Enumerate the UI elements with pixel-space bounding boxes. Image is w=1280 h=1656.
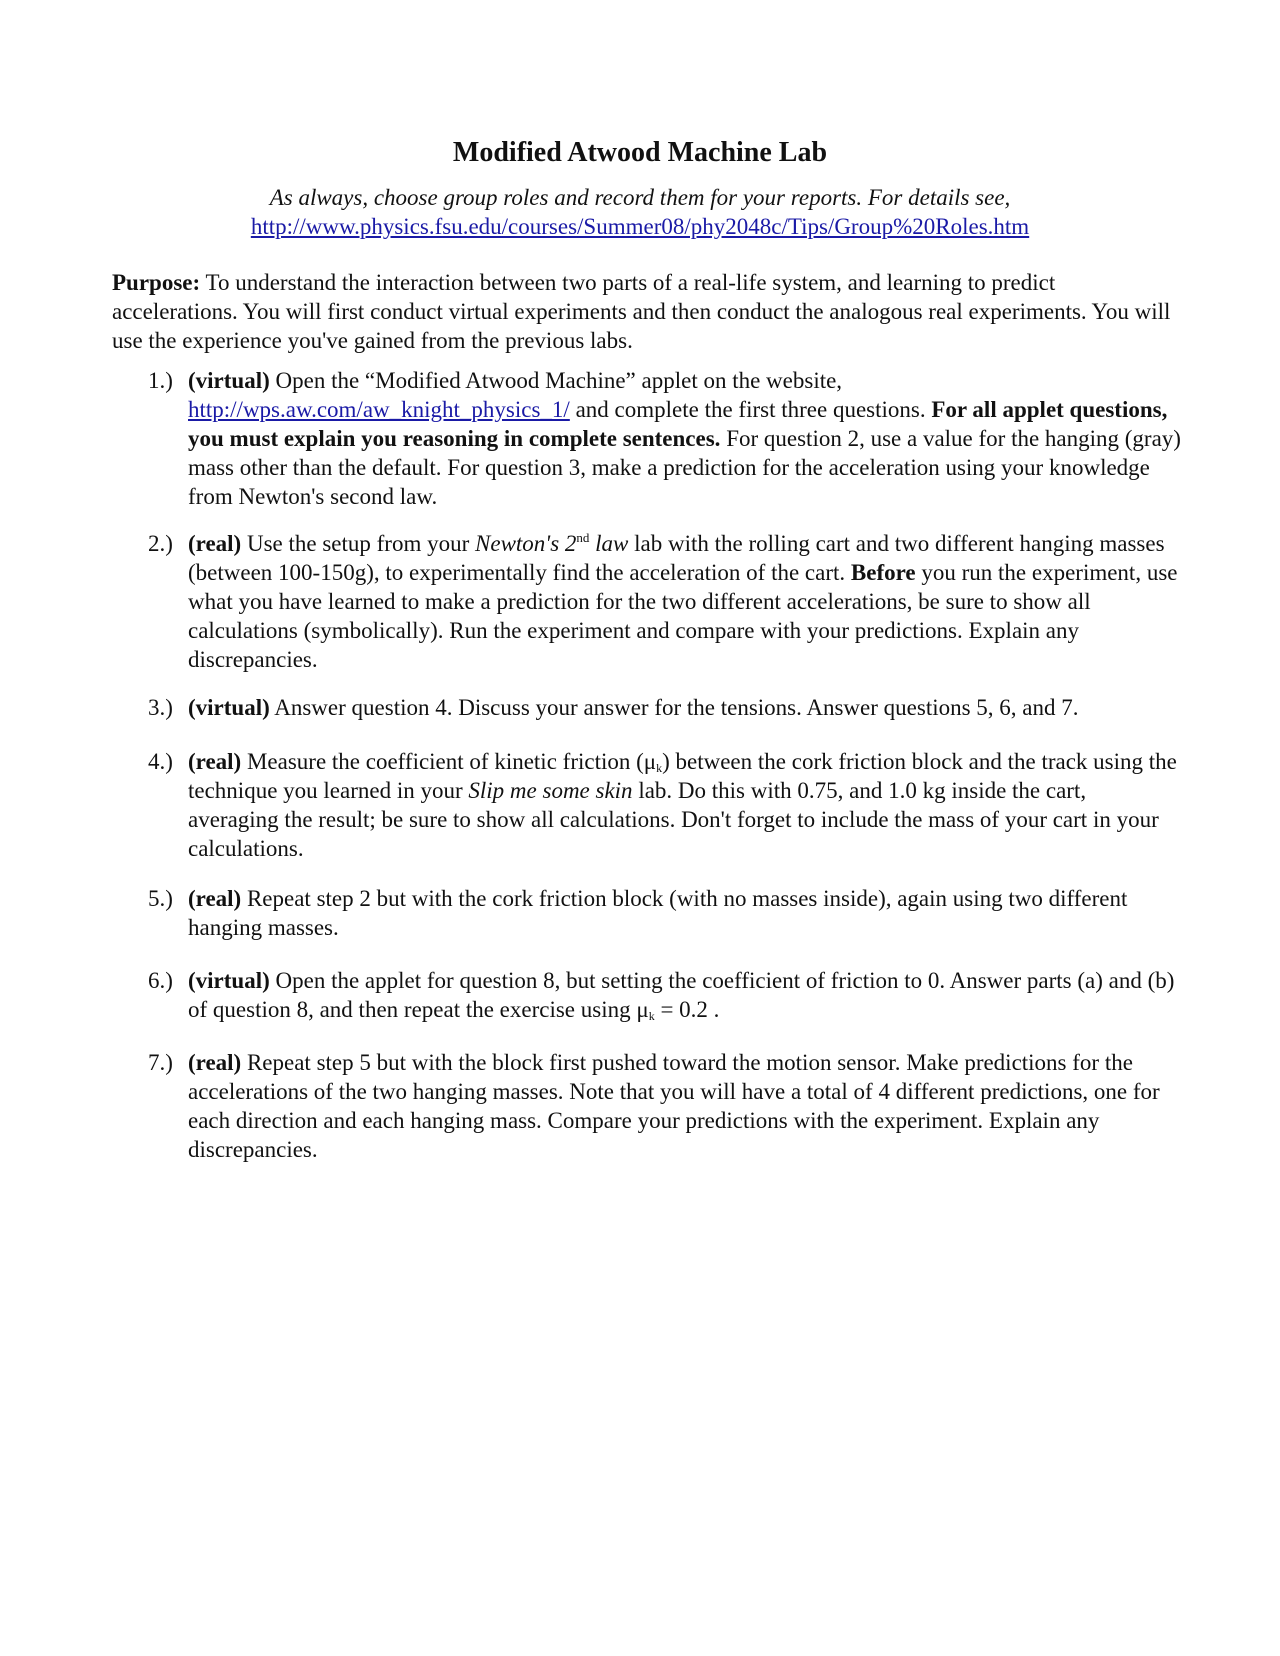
- item-body: [188, 747, 1182, 863]
- item-body: [188, 693, 1182, 722]
- group-roles-link[interactable]: http://www.physics.fsu.edu/courses/Summer08/phy2048c/Tips/Group%20Roles.htm: [250, 214, 1030, 239]
- subtitle: [0, 183, 1280, 241]
- list-item: [112, 747, 1182, 863]
- item-text: Use the setup from your: [241, 531, 476, 556]
- item-body: [188, 366, 1182, 511]
- item-number: 1.): [148, 368, 173, 393]
- item-text: Repeat step 2 but with the cork friction block (with no masses inside), again using two different hanging masses.: [188, 886, 1128, 940]
- item-text: = 0.2 .: [654, 997, 720, 1022]
- item-italic-text: law: [589, 531, 629, 556]
- item-italic-text: Newton's 2: [475, 531, 577, 556]
- item-text: ) between the cork friction block and the track using the technique you learned in your: [188, 749, 1177, 803]
- subscript: k: [648, 1009, 655, 1023]
- item-text: lab with the rolling cart and two different hanging masses (between 100-150g), to experimentally find the acceleration of the cart.: [188, 531, 1165, 585]
- subscript: k: [656, 761, 663, 775]
- item-number: 5.): [148, 886, 173, 911]
- item-text: Answer question 4. Discuss your answer for the tensions. Answer questions 5, 6, and 7.: [269, 695, 1079, 720]
- item-text: Measure the coefficient of kinetic friction (μ: [241, 749, 657, 774]
- purpose-paragraph: [112, 268, 1172, 355]
- item-text: Open the “Modified Atwood Machine” applet on the website,: [269, 368, 843, 393]
- item-body: [188, 1048, 1182, 1164]
- item-text: Repeat step 5 but with the block first pushed toward the motion sensor. Make predictions for the accelerations of the two hanging masses. Note that you will have a total of 4 different predictions, one for each direction and each hanging mass. Compare your predictions with the experiment. Explain any discrepancies.: [188, 1050, 1160, 1162]
- item-text: Open the applet for question 8, but setting the coefficient of friction to 0. Answer parts (a) and (b) of question 8, and then repeat the exercise using μ: [188, 968, 1175, 1022]
- list-item: [112, 884, 1182, 942]
- purpose-text: To understand the interaction between two parts of a real-life system, and learning to predict accelerations. You will first conduct virtual experiments and then conduct the analogous real experiments. You will use the experience you've gained from the previous labs.: [112, 270, 1171, 353]
- item-text: lab. Do this with 0.75, and 1.0 kg inside the cart, averaging the result; be sure to show all calculations. Don't forget to include the mass of your cart in your calculations.: [188, 778, 1159, 861]
- item-italic-text: Slip me some skin: [468, 778, 633, 803]
- item-number: 3.): [148, 695, 173, 720]
- item-bold-text: Before: [850, 560, 916, 585]
- list-item: [112, 1048, 1182, 1164]
- item-body: [188, 529, 1182, 674]
- item-tag: (real): [188, 1050, 242, 1075]
- list-item: [112, 966, 1182, 1024]
- item-tag: (virtual): [188, 368, 270, 393]
- item-body: [188, 884, 1182, 942]
- item-bold-text: For all applet questions, you must explain you reasoning in complete sentences.: [188, 397, 1168, 451]
- list-item: [112, 366, 1182, 511]
- list-item: [112, 529, 1182, 674]
- item-body: [188, 966, 1182, 1024]
- superscript: nd: [576, 530, 590, 545]
- item-tag: (virtual): [188, 695, 270, 720]
- item-number: 2.): [148, 531, 173, 556]
- item-tag: (real): [188, 749, 242, 774]
- group-roles-note: As always, choose group roles and record them for your reports. For details see,: [269, 185, 1011, 210]
- applet-link[interactable]: http://wps.aw.com/aw_knight_physics_1/: [188, 397, 570, 422]
- item-text: For question 2, use a value for the hanging (gray) mass other than the default. For question 3, make a prediction for the acceleration using your knowledge from Newton's second law.: [188, 426, 1181, 509]
- item-text: you run the experiment, use what you have learned to make a prediction for the two different accelerations, be sure to show all calculations (symbolically). Run the experiment and compare with your predictions. Explain any discrepancies.: [188, 560, 1178, 672]
- item-tag: (virtual): [188, 968, 270, 993]
- item-number: 7.): [148, 1050, 173, 1075]
- item-number: 4.): [148, 749, 173, 774]
- page-title: Modified Atwood Machine Lab: [452, 137, 828, 168]
- list-item: [112, 693, 1182, 722]
- item-text: and complete the first three questions.: [569, 397, 932, 422]
- item-tag: (real): [188, 886, 242, 911]
- item-tag: (real): [188, 531, 242, 556]
- item-number: 6.): [148, 968, 173, 993]
- purpose-label: Purpose:: [112, 270, 201, 295]
